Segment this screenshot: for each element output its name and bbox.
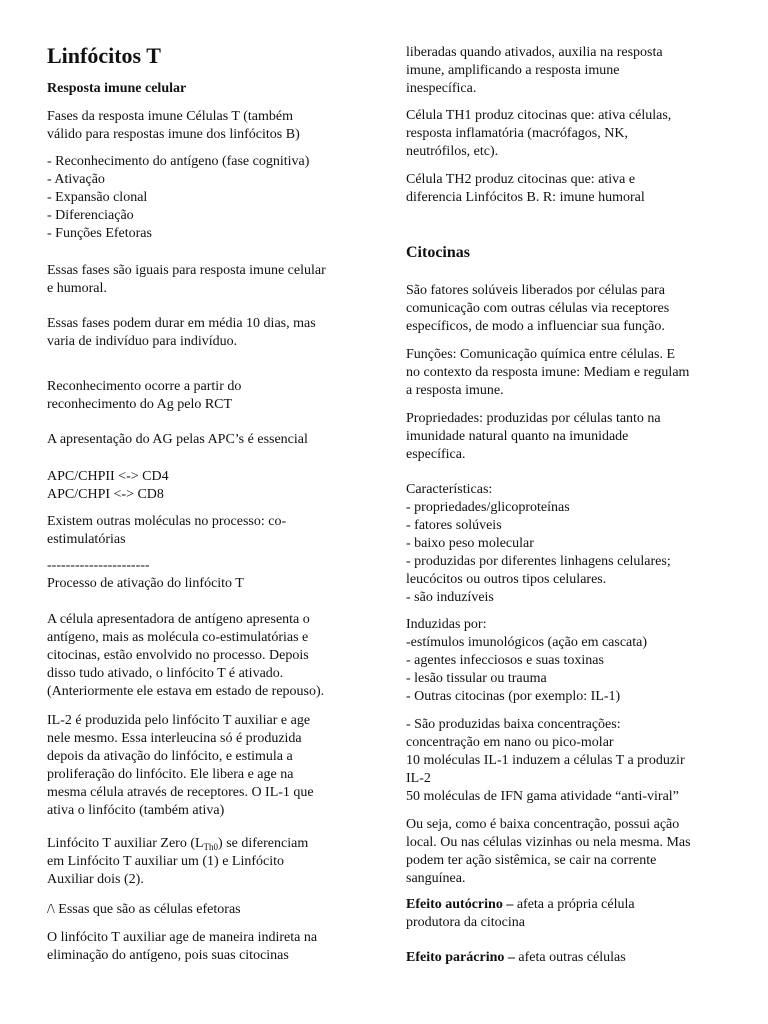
paragraph-line: varia de indivíduo para indivíduo. bbox=[47, 334, 238, 349]
list-item: - Funções Efetoras bbox=[47, 226, 152, 241]
paragraph-line: inespecífica. bbox=[406, 81, 477, 96]
paragraph-line: em Linfócito T auxiliar um (1) e Linfócito bbox=[47, 854, 285, 869]
paragraph-line: resposta inflamatória (macrófagos, NK, bbox=[406, 126, 628, 141]
paragraph-line: Características: bbox=[406, 482, 493, 497]
paragraph-line: liberadas quando ativados, auxilia na resposta bbox=[406, 45, 663, 60]
paragraph-line: disso tudo ativado, o linfócito T é ativado. bbox=[47, 666, 284, 681]
list-item: - lesão tissular ou trauma bbox=[406, 671, 547, 686]
paragraph-line: Propriedades: produzidas por células tanto na bbox=[406, 411, 661, 426]
paragraph-line: e humoral. bbox=[47, 281, 107, 296]
list-item: - propriedades/glicoproteínas bbox=[406, 500, 570, 515]
paragraph-line: válido para respostas imune dos linfócitos B) bbox=[47, 127, 300, 142]
paragraph-line: Existem outras moléculas no processo: co- bbox=[47, 514, 287, 529]
paragraph-line: 10 moléculas IL-1 induzem a células T a produzir bbox=[406, 753, 685, 768]
list-item: - fatores solúveis bbox=[406, 518, 502, 533]
paragraph-line: Auxiliar dois (2). bbox=[47, 872, 144, 887]
paragraph-line bbox=[406, 949, 626, 967]
list-item: - Outras citocinas (por exemplo: IL-1) bbox=[406, 689, 621, 704]
paragraph-line: imune, amplificando a resposta imune bbox=[406, 63, 620, 78]
paragraph-line: Induzidas por: bbox=[406, 617, 487, 632]
term-autocrino: Efeito autócrino – bbox=[406, 897, 514, 912]
page-title: Linfócitos T bbox=[47, 43, 161, 68]
paragraph-line: Célula TH1 produz citocinas que: ativa células, bbox=[406, 108, 672, 123]
text-span: afeta outras células bbox=[514, 950, 626, 965]
paragraph-line: reconhecimento do Ag pelo RCT bbox=[47, 397, 233, 412]
term-paracrino: Efeito parácrino – bbox=[406, 950, 515, 965]
paragraph-line: específicos, de modo a influenciar sua função. bbox=[406, 319, 665, 334]
paragraph-line: Essas fases são iguais para resposta imune celular bbox=[47, 263, 326, 278]
paragraph-line: APC/CHPI <-> CD8 bbox=[47, 487, 164, 502]
paragraph-line: Ou seja, como é baixa concentração, possui ação bbox=[406, 817, 680, 832]
paragraph-line: Célula TH2 produz citocinas que: ativa e bbox=[406, 172, 636, 187]
paragraph-line: nele mesmo. Essa interleucina só é produzida bbox=[47, 731, 302, 746]
paragraph-line: a resposta imune. bbox=[406, 383, 504, 398]
section-subtitle: Resposta imune celular bbox=[47, 81, 187, 96]
paragraph-line: Essas fases podem durar em média 10 dias, mas bbox=[47, 316, 316, 331]
paragraph-line: (Anteriormente ele estava em estado de repouso). bbox=[47, 684, 325, 699]
paragraph-line: O linfócito T auxiliar age de maneira indireta na bbox=[47, 930, 318, 945]
paragraph-line: estimulatórias bbox=[47, 532, 126, 547]
list-item: - são induzíveis bbox=[406, 590, 494, 605]
paragraph-line: específica. bbox=[406, 447, 466, 462]
paragraph-line: A célula apresentadora de antígeno apresenta o bbox=[47, 612, 310, 627]
paragraph-line: comunicação com outras células via receptores bbox=[406, 301, 670, 316]
list-item: - produzidas por diferentes linhagens celulares; bbox=[406, 554, 671, 569]
paragraph-line: no contexto da resposta imune: Mediam e regulam bbox=[406, 365, 690, 380]
paragraph-line: - São produzidas baixa concentrações: bbox=[406, 717, 621, 732]
list-item: -estímulos imunológicos (ação em cascata) bbox=[406, 635, 648, 650]
paragraph-line: local. Ou nas células vizinhas ou nela mesma. Mas bbox=[406, 835, 691, 850]
list-item: leucócitos ou outros tipos celulares. bbox=[406, 572, 607, 587]
paragraph-line: APC/CHPII <-> CD4 bbox=[47, 469, 169, 484]
text-span: ) se diferenciam bbox=[218, 836, 309, 851]
paragraph-line: imunidade natural quanto na imunidade bbox=[406, 429, 629, 444]
paragraph-line: Reconhecimento ocorre a partir do bbox=[47, 379, 242, 394]
paragraph-line: Fases da resposta imune Células T (também bbox=[47, 109, 293, 124]
paragraph-line: depois da ativação do linfócito, e estimula a bbox=[47, 749, 293, 764]
divider-line: ---------------------- bbox=[47, 558, 150, 573]
paragraph-line bbox=[406, 896, 635, 914]
paragraph-line: antígeno, mais as molécula co-estimulatórias e bbox=[47, 630, 309, 645]
paragraph-line: São fatores solúveis liberados por células para bbox=[406, 283, 665, 298]
paragraph-line: eliminação do antígeno, pois suas citocinas bbox=[47, 948, 289, 963]
paragraph-line: sanguínea. bbox=[406, 871, 466, 886]
section-heading-citocinas: Citocinas bbox=[406, 244, 470, 261]
paragraph-line: IL-2 bbox=[406, 771, 431, 786]
paragraph-line: Processo de ativação do linfócito T bbox=[47, 576, 244, 591]
text-span: Linfócito T auxiliar Zero (L bbox=[47, 836, 204, 851]
paragraph-line: A apresentação do AG pelas APC’s é essencial bbox=[47, 432, 308, 447]
list-item: - agentes infecciosos e suas toxinas bbox=[406, 653, 604, 668]
paragraph-line: mesma célula através de receptores. O IL-1 que bbox=[47, 785, 314, 800]
paragraph-line: ativa o linfócito (também ativa) bbox=[47, 803, 225, 818]
paragraph-line: /\ Essas que são as células efetoras bbox=[47, 902, 241, 917]
subscript-th0: Th0 bbox=[203, 842, 219, 852]
list-item: - Ativação bbox=[47, 172, 105, 187]
paragraph-line: 50 moléculas de IFN gama atividade “anti-viral” bbox=[406, 789, 679, 804]
paragraph-line: neutrófilos, etc). bbox=[406, 144, 499, 159]
paragraph-line: diferencia Linfócitos B. R: imune humoral bbox=[406, 190, 645, 205]
text-span: afeta a própria célula bbox=[513, 897, 635, 912]
list-item: - Reconhecimento do antígeno (fase cognitiva) bbox=[47, 154, 310, 169]
list-item: - Diferenciação bbox=[47, 208, 134, 223]
paragraph-line: proliferação do linfócito. Ele libera e age na bbox=[47, 767, 294, 782]
paragraph-line: Funções: Comunicação química entre células. E bbox=[406, 347, 676, 362]
paragraph-line: citocinas, estão envolvido no processo. Depois bbox=[47, 648, 309, 663]
paragraph-line: concentração em nano ou pico-molar bbox=[406, 735, 614, 750]
list-item: - baixo peso molecular bbox=[406, 536, 534, 551]
list-item: - Expansão clonal bbox=[47, 190, 148, 205]
paragraph-line: podem ter ação sistêmica, se cair na corrente bbox=[406, 853, 657, 868]
paragraph-line: produtora da citocina bbox=[406, 915, 525, 930]
paragraph-line: IL-2 é produzida pelo linfócito T auxiliar e age bbox=[47, 713, 311, 728]
